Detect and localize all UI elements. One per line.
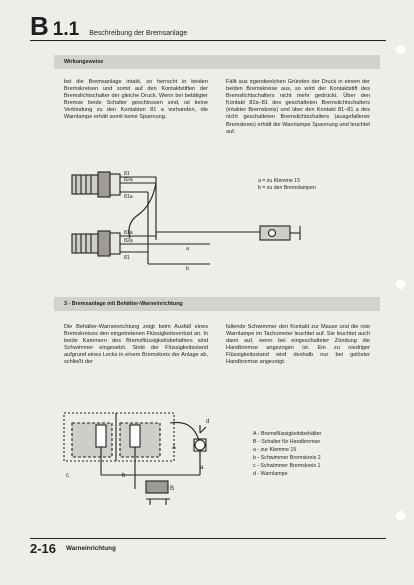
header-rule — [30, 40, 386, 41]
punch-hole — [395, 279, 406, 290]
legend-item: d - Warnlampe — [253, 470, 288, 477]
legend-item: A - Bremsflüssigkeitsbehälter — [253, 431, 322, 437]
page-header — [30, 13, 187, 41]
body-text-right: fallende Schwimmer den Kontakt zur Masse und die rote Warnlampe im Tachometer leuchtet auf. Sie leuchtet auch dann auf, wenn bei eingeschalteter Zündung die Handbremse angezogen ist. Ein zu niedriger Flüssigkeitsstand wird deshalb nur bei gelöster Handbremse angezeigt. — [226, 324, 370, 366]
footer-rule — [30, 538, 386, 539]
punch-hole — [395, 44, 406, 55]
legend-item: a = zu Klemme 15 — [258, 178, 300, 184]
section-heading: 3 - Bremsanlage mit Behälter-Warneinrichtung — [64, 301, 183, 307]
legend-item: a - zur Klemme 15 — [253, 446, 297, 453]
label-c: c — [66, 473, 69, 479]
label-A: A — [172, 445, 177, 451]
terminal-label: 82a — [124, 177, 133, 183]
punch-hole — [395, 510, 406, 521]
diagram-legend — [258, 178, 316, 192]
legend-item: b - Schwimmer Bremskreis 2 — [253, 454, 321, 461]
terminal-label: 81a — [124, 230, 133, 236]
terminal-label: 81 — [124, 171, 130, 177]
label-B: B — [170, 486, 175, 492]
wire-label-b: b — [186, 266, 189, 272]
terminal-label: 82a — [124, 238, 133, 244]
body-text-right: Fällt aus irgendwelchen Gründen der Druck in einem der beiden Bremskreise aus, so wird der Kontaktstift des Bremslichtschalters nicht mehr gedrückt. Über den Kontakt 82a–81 des geschalteten Bremslichtschalters (intakter Bremskreis) und über den Kontakt 81–81 a des nicht geschalteten Bremslichtschalters (ausgefallener Bremskreis) erhält die Warnlampe Spannung und leuchtet auf. — [226, 79, 370, 135]
page-number: 2-16 — [30, 541, 57, 556]
label-d: d — [206, 419, 210, 425]
legend-item: b = zu den Bremslampen — [258, 185, 316, 191]
footer-title: Warneinrichtung — [66, 545, 116, 552]
terminal-label: 81a — [124, 194, 133, 200]
legend-item: c - Schwimmer Bremskreis 1 — [253, 462, 321, 469]
body-text-left: bei die Bremsanlage intakt, so herrscht in beiden Bremskreisen und somit auf den Kontaktstiften der Bremslichtschalter der gleiche Druck. Wenn bei betätigter Bremse beide Schalter geschlossen sind, ist keine Verbindung zu den Kontakten 81 a vorhanden, die Warnlampe erhält somit keine Spannung. — [64, 79, 208, 121]
body-text-left: Die Behälter-Warneinrichtung zeigt beim Ausfall eines Bremskreises den eingetretenen Flüssigkeitsverlust an. In beide Kammern des Bremsflüssigkeitsbehälters sind Schwimmer eingesetzt. Sinkt der Flüssigkeitsstand aufgrund eines Lecks in einem Bremskreis der Anlage ab, schließt der — [64, 324, 208, 366]
legend-item: B - Schalter für Handbremse — [253, 438, 321, 445]
section-heading: Wirkungsweise — [64, 59, 104, 65]
terminal-label: 81 — [124, 255, 130, 261]
page-title: Beschreibung der Bremsanlage — [89, 30, 188, 37]
label-a: a — [200, 465, 204, 471]
wire-label-a: a — [186, 246, 189, 252]
section-number: 1.1 — [52, 19, 80, 40]
label-b: b — [122, 473, 126, 479]
section-letter: B — [30, 11, 49, 41]
diagram-legend — [253, 431, 321, 478]
reservoir-warning-diagram — [60, 405, 230, 515]
